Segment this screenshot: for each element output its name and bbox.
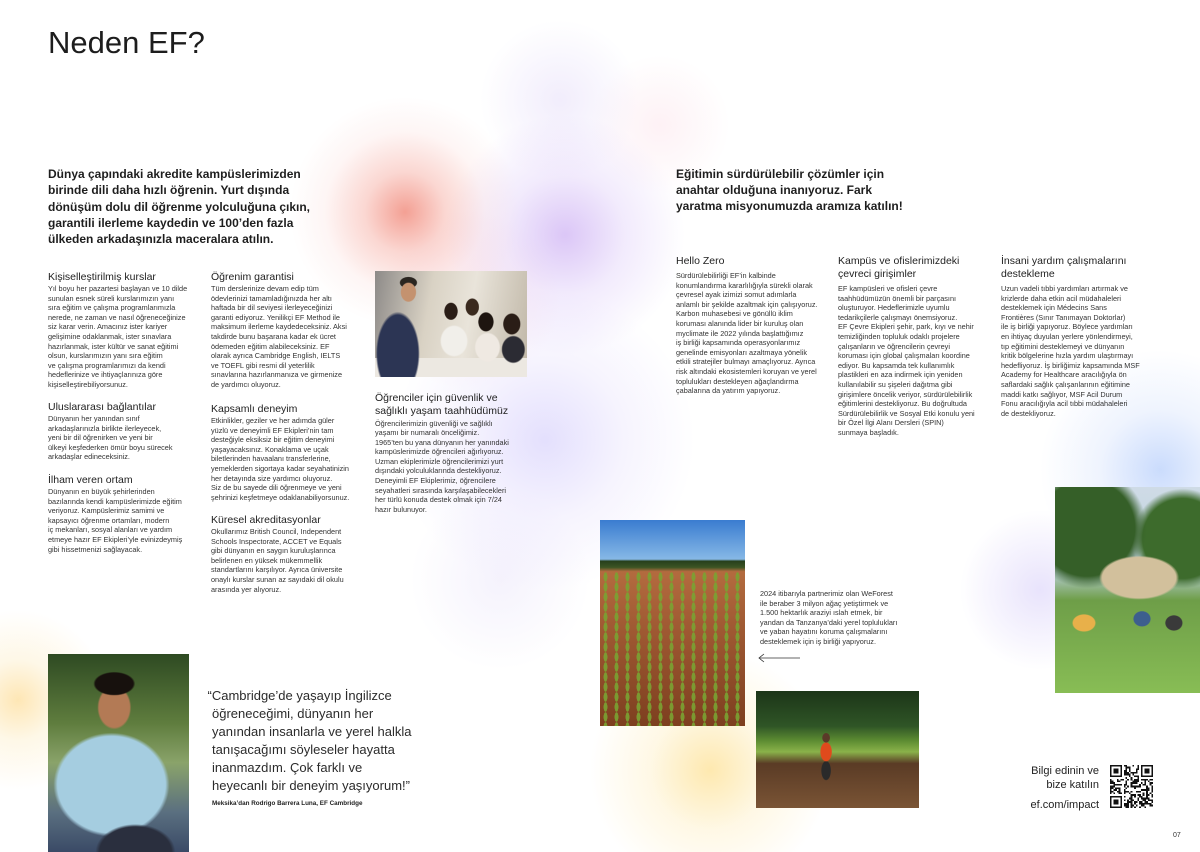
section-heading: Öğrenciler için güvenlik ve sağlıklı yaşam taahhüdümüz [375, 391, 509, 417]
impact-link[interactable]: ef.com/impact [1030, 799, 1099, 811]
quote-author: Meksika’dan Rodrigo Barrera Luna, EF Cambridge [212, 800, 363, 807]
section-body: Dünyanın en büyük şehirlerinden bazılarında kendi kampüslerimizde eğitim veriyoruz. Kampüslerimiz samimi ve kapsayıcı öğrenme ortamları, modern iç mekanları, sosyal alanları ve yardım etmeye hazır EF Ekipleri’yle evinizdeymiş gibi hissetmenizi sağlayacak. [48, 487, 183, 554]
section-body: Tüm derslerinize devam edip tüm ödevlerinizi tamamladığınızda her altı haftada bir dil seviyesi ilerleyeceğinizi garanti ediyoruz. Yenilikçi EF Method ile maksimum ilerleme kaydedeceksiniz. Aksi takdirde bunu başarana kadar ek ücret ödemeden eğitim alabileceksiniz. EF olarak ayrıca Cambridge English, IELTS ve TOEFL gibi resmi dil yeterlilik sınavlarına hazırlanmanıza ve girmenize de yardımcı oluyoruz. [211, 284, 347, 389]
left-intro: Dünya çapındaki akredite kampüslerimizden birinde dili daha hızlı öğrenin. Yurt dışında dönüşüm dolu dil öğrenme yolculuğuna çıkın, garantili ilerleme kaydedin ve 100’den fazla ülkeden arkadaşınızla maceralara atılın. [48, 167, 311, 247]
initiative-humanitarian-aid [1001, 255, 1161, 419]
feature-comprehensive-experience [211, 403, 371, 502]
section-heading: Küresel akreditasyonlar [211, 514, 321, 526]
initiative-hello-zero [676, 255, 836, 396]
qr-code-graphic [1110, 765, 1153, 808]
tree-nursery-photo [756, 691, 919, 808]
section-body: Öğrencilerimizin güvenliği ve sağlıklı yaşamı bir numaralı önceliğimiz. 1965’ten bu yana dünyanın her yanındaki kampüslerimizde öğrencileri ağırlıyoruz. Uzman ekiplerimizle öğrencilerimizi yurt dışındaki yolculuklarında destekliyoruz. Deneyimli EF Ekiplerimiz, öğrencilere seyahatleri sırasında karşılaşabilecekleri her türlü konuda destek olmak için 7/24 hazır bulunuyor. [375, 418, 509, 514]
section-heading: Kampüs ve ofislerimizdeki çevreci girişimler [838, 254, 960, 280]
section-heading: Kapsamlı deneyim [211, 403, 298, 415]
section-heading: İnsani yardım çalışmalarını destekleme [1001, 254, 1127, 280]
section-heading: Uluslararası bağlantılar [48, 401, 156, 413]
section-heading: İlham veren ortam [48, 474, 133, 486]
classroom-photo [375, 271, 527, 377]
feature-learning-guarantee [211, 271, 371, 390]
section-heading: Öğrenim garantisi [211, 271, 294, 283]
section-body: Etkinlikler, geziler ve her adımda güler yüzlü ve deneyimli EF Ekipleri’nin tam desteğiyle eksiksiz bir eğitim deneyimi yaşayacaksınız. Konaklama ve uçak biletlerinden havaalanı transferlerine, yemeklerden sigortaya kadar seyahatinizin her detayında size yardımcı oluyoruz. Siz de bu sayede dili öğrenmeye ve yeni şehrinizi keşfetmeye odaklanabiliyorsunuz. [211, 416, 350, 502]
page-number: 07 [1173, 832, 1181, 839]
qr-code-icon[interactable] [1110, 765, 1153, 808]
students-park-photo [1055, 487, 1200, 693]
section-body: Yıl boyu her pazartesi başlayan ve 10 dilde sunulan esnek süreli kurslarımızın yanı sıra eğitim ve çalışma programlarımızla nerede, ne zaman ve nasıl öğreneceğinize siz karar verin. Amacınız ister kariyer gelişimine odaklanmak, ister sınavlara hazırlanmak, ister kültür ve sanat eğitimi olsun, kurslarımızın yanı sıra eğitim ve çalışma programlarımızı da kendi hedeflerinize ve ihtiyaçlarınıza göre kişiselleştirebiliyorsunuz. [48, 284, 188, 389]
cta-text: Bilgi edinin ve bize katılın [1031, 765, 1099, 791]
tree-plantation-photo [600, 520, 745, 726]
section-body: Uzun vadeli tıbbi yardımları artırmak ve krizlerde daha etkin acil müdahaleleri desteklemek için Médecins Sans Frontières (Sınır Tanımayan Doktorlar) ile iş birliği yapıyoruz. Böylece yardımları en ihtiyaç duyulan yerlere yönlendirmeyi, tıp eğitimini desteklemeyi ve dünyanın kritik bölgelerine hızla yardım ulaştırmayı hedefliyoruz. İş birliğimiz kapsamında MSF Academy for Healthcare aracılığıyla ön saflardaki sağlık çalışanlarının eğitimine maddi katkı sağlıyor, MSF Acil Durum Fonu aracılığıyla acil tıbbi müdahaleleri de destekliyoruz. [1001, 284, 1140, 418]
student-quote: “Cambridge’de yaşayıp İngilizce öğreneceğimi, dünyanın her yanından insanlarla ve yerel halkla tanışacağımı söyleseler hayatta inanmazdım. Çok farklı ve heyecanlı bir deneyim yaşıyorum!” [207, 688, 412, 793]
feature-global-accreditations [211, 514, 371, 594]
feature-inspiring-environment [48, 474, 208, 554]
section-body: Okullarımız British Council, Independent Schools Inspectorate, ACCET ve Equals gibi dünyanın en saygın kuruluşlarınca belirlenen en yüksek mükemmellik standartlarını karşılıyor. Ayrıca üniversite onaylı kurslar sunan az sayıdaki dil okulu arasında yer alıyoruz. [211, 527, 344, 594]
arrow-left-icon [757, 653, 801, 663]
initiative-campus-green [838, 255, 998, 438]
section-body: Sürdürülebilirliği EF’in kalbinde konumlandırma kararlılığıyla sürekli olarak çevresel ayak izimizi somut adımlarla anlamlı bir şekilde azaltmak için çalışıyoruz. Karbon muhasebesi ve gönüllü iklim koruması alanında lider bir kuruluş olan myclimate ile 2022 yılında başlattığımız iş birliği kapsamında operasyonlarımız genelinde emisyonları azaltmaya yönelik etkili stratejiler bulmayı amaçlıyoruz. Ayrıca risk altındaki ekosistemleri koruyan ve yerel toplulukları destekleyen ağaçlandırma çabalarına da yatırım yapıyoruz. [676, 271, 818, 396]
weforest-caption: 2024 itibarıyla partnerimiz olan WeForest ile beraber 3 milyon ağaç yetiştirmek ve 1.500 hektarlık araziyi ıslah etmek, bir yandan da Tanzanya’daki yerel toplulukları ve yaban hayatını koruma çalışmalarını desteklemek için iş birliği yapıyoruz. [760, 589, 898, 646]
qr-code-modules [1110, 765, 1153, 808]
section-heading: Kişiselleştirilmiş kurslar [48, 271, 156, 283]
feature-personalized-courses [48, 271, 208, 390]
section-body: Dünyanın her yanından sınıf arkadaşlarınızla birlikte ilerleyecek, yeni bir dil öğrenirken ve yeni bir ülkeyi keşfederken ömür boyu sürecek arkadaşlar edineceksiniz. [48, 414, 173, 462]
section-body: EF kampüsleri ve ofisleri çevre taahhüdümüzün önemli bir parçasını oluşturuyor. Hedeflerimizle uyumlu tedarikçilerle çalışmayı önemsiyoruz. EF Çevre Ekipleri şehir, park, kıyı ve nehir temizliğinden topluluk odaklı projelere çalışanların ve öğrencilerin çevreyi koruması için global çalışmaları koordine ediyor. Bu kapsamda tek kullanımlık plastikleri en aza indirmek için yeniden kullanılabilir su şişeleri dağıtma gibi girişimlere öncelik veriyor, sürdürülebilirlik eğitimlerini destekliyoruz. Bu doğrultuda Sürdürülebilirlik ve Sosyal Etki konulu yeni bir Özel İlgi Alanı Dersleri (SPIN) sunmaya başladık. [838, 284, 975, 437]
feature-international-connections [48, 401, 208, 462]
page-title: Neden EF? [48, 25, 205, 60]
right-intro: Eğitimin sürdürülebilir çözümler için anahtar olduğuna inanıyoruz. Fark yaratma misyonumuzda aramıza katılın! [676, 167, 903, 213]
feature-safety-wellbeing [375, 392, 535, 515]
student-portrait-photo [48, 654, 189, 852]
section-heading: Hello Zero [676, 254, 725, 267]
